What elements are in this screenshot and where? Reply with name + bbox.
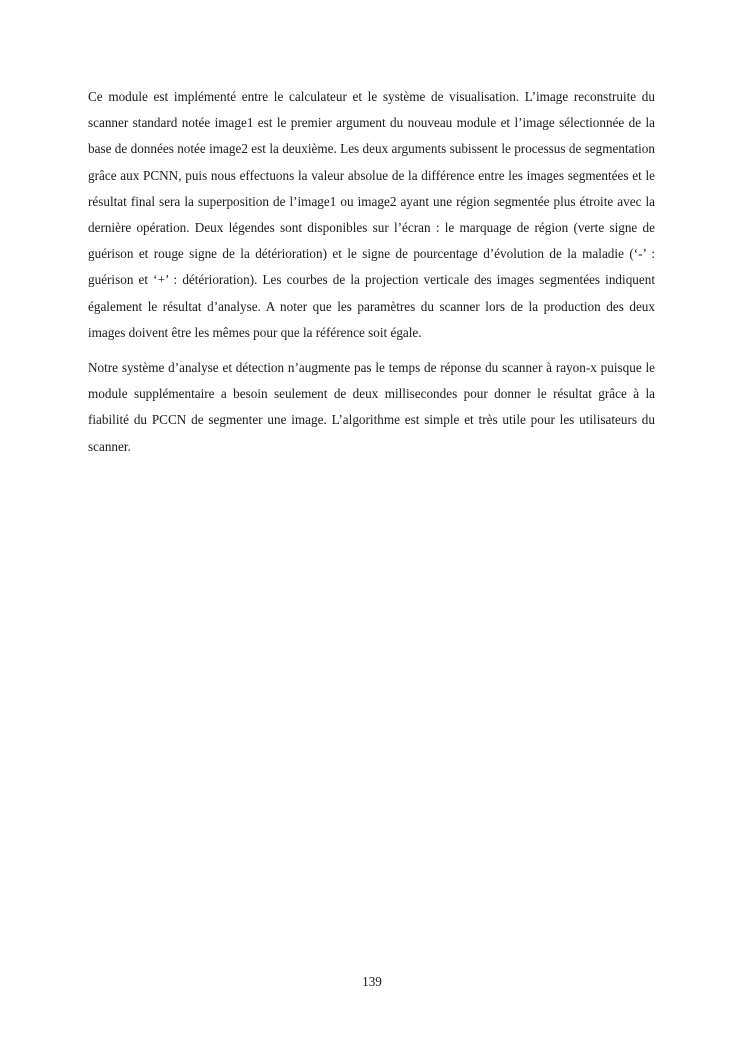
paragraph-module-description: Ce module est implémenté entre le calculateur et le système de visualisation. L’image reconstruite du scanner standard notée image1 est le premier argument du nouveau module et l’image sélectionnée de la base de données notée image2 est la deuxième. Les deux arguments subissent le processus de segmentation grâce aux PCNN, puis nous effectuons la valeur absolue de la différence entre les images segmentées et le résultat final sera la superposition de l’image1 ou image2 ayant une région segmentée plus étroite avec la dernière opération. Deux légendes sont disponibles sur l’écran : le marquage de région (verte signe de guérison et rouge signe de la détérioration) et le signe de pourcentage d’évolution de la maladie (‘-’ : guérison et ‘+’ : détérioration). Les courbes de la projection verticale des images segmentées indiquent également le résultat d’analyse. A noter que les paramètres du scanner lors de la production des deux images doivent être les mêmes pour que la référence soit égale. <box>88 89 655 340</box>
page-number: 139 <box>362 974 382 989</box>
page-body <box>88 84 655 469</box>
paragraph-system-performance: Notre système d’analyse et détection n’augmente pas le temps de réponse du scanner à rayon-x puisque le module supplémentaire a besoin seulement de deux millisecondes pour donner le résultat grâce à la fiabilité du PCCN de segmenter une image. L’algorithme est simple et très utile pour les utilisateurs du scanner. <box>88 360 655 454</box>
